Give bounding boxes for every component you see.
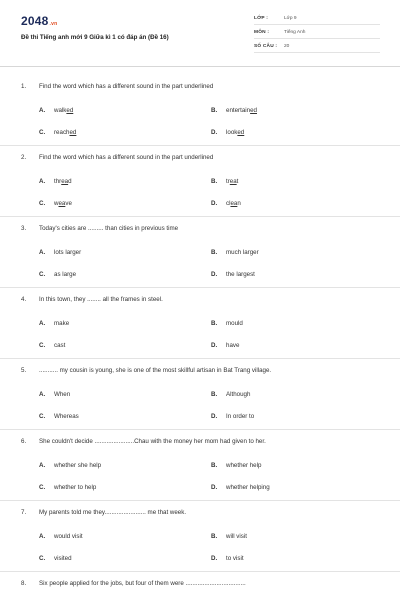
option-text: Although <box>226 391 251 398</box>
option-letter: C. <box>39 413 46 420</box>
option-text: much larger <box>226 249 259 256</box>
header-divider <box>0 66 400 67</box>
option-text: would visit <box>54 533 83 540</box>
option-text: whether helping <box>226 484 270 491</box>
question-prompt: Today's cities are ......... than cities in previous time <box>39 225 179 232</box>
option-letter: D. <box>211 200 218 207</box>
option-text-suffix: n <box>237 200 241 207</box>
question-number: 6. <box>21 438 27 445</box>
option-text: look <box>226 129 238 136</box>
option-letter: C. <box>39 484 46 491</box>
option-letter: A. <box>39 320 46 327</box>
option-letter: B. <box>211 107 218 114</box>
option-text: cl <box>226 200 231 207</box>
option-text: Whereas <box>54 413 79 420</box>
question-separator <box>0 500 400 501</box>
logo-tld: .vn <box>49 21 58 27</box>
option-letter: A. <box>39 533 46 540</box>
answer-option[interactable] <box>211 129 244 136</box>
question-number: 1. <box>21 83 27 90</box>
option-text: reach <box>54 129 70 136</box>
option-text: When <box>54 391 71 398</box>
option-letter: B. <box>211 320 218 327</box>
meta-key: SỐ CÂU : <box>254 44 278 49</box>
question-number: 4. <box>21 296 27 303</box>
option-underlined-part: ea <box>230 200 238 207</box>
meta-value: Lớp 9 <box>284 16 297 21</box>
answer-option[interactable] <box>39 413 79 420</box>
option-letter: B. <box>211 462 218 469</box>
question-number: 8. <box>21 580 27 587</box>
option-letter: C. <box>39 271 46 278</box>
option-letter: C. <box>39 555 46 562</box>
option-text: lots larger <box>54 249 82 256</box>
answer-option[interactable] <box>39 555 72 562</box>
option-text: walk <box>54 107 67 114</box>
answer-option[interactable] <box>211 533 247 540</box>
question-text <box>21 154 213 161</box>
option-text-suffix: ve <box>65 200 72 207</box>
question-text <box>21 367 271 374</box>
option-letter: C. <box>39 129 46 136</box>
option-text: the largest <box>226 271 255 278</box>
option-text: mould <box>226 320 243 327</box>
question-prompt: ........... my cousin is young, she is one of the most skillful artisan in Bat Trang village. <box>39 367 272 374</box>
option-letter: A. <box>39 107 46 114</box>
answer-option[interactable] <box>211 271 255 278</box>
question-text <box>21 509 186 516</box>
answer-option[interactable] <box>39 107 73 114</box>
option-letter: A. <box>39 462 46 469</box>
option-text: visited <box>54 555 72 562</box>
question-separator <box>0 571 400 572</box>
question-text <box>21 83 213 90</box>
answer-option[interactable] <box>211 107 257 114</box>
question-prompt: My parents told me they........................ me that week. <box>39 509 187 516</box>
option-text: thr <box>54 178 62 185</box>
option-text: w <box>54 200 59 207</box>
question-text <box>21 580 246 587</box>
question-prompt: Six people applied for the jobs, but four of them were ................................... <box>39 580 246 587</box>
option-letter: A. <box>39 391 46 398</box>
answer-option[interactable] <box>211 200 241 207</box>
exam-header <box>0 0 400 66</box>
answer-option[interactable] <box>39 462 101 469</box>
option-text: whether to help <box>54 484 97 491</box>
option-letter: D. <box>211 129 218 136</box>
option-letter: D. <box>211 271 218 278</box>
question-number: 3. <box>21 225 27 232</box>
question-separator <box>0 429 400 430</box>
option-text: will visit <box>226 533 247 540</box>
option-text: entertain <box>226 107 251 114</box>
option-text: cast <box>54 342 66 349</box>
option-text: to visit <box>226 555 244 562</box>
question-prompt: In this town, they ........ all the frames in steel. <box>39 296 163 303</box>
option-letter: D. <box>211 342 218 349</box>
option-letter: A. <box>39 178 46 185</box>
option-text: as large <box>54 271 77 278</box>
question-number: 2. <box>21 154 27 161</box>
option-letter: C. <box>39 342 46 349</box>
question-text <box>21 438 266 445</box>
option-underlined-part: ea <box>58 200 66 207</box>
answer-option[interactable] <box>211 342 239 349</box>
logo-main: 2048 <box>21 14 49 28</box>
option-underlined-part: ed <box>250 107 257 114</box>
answer-option[interactable] <box>39 200 72 207</box>
answer-option[interactable] <box>39 484 96 491</box>
option-letter: B. <box>211 391 218 398</box>
question-prompt: Find the word which has a different sound in the part underlined <box>39 83 214 90</box>
question-text <box>21 225 178 232</box>
answer-option[interactable] <box>39 320 69 327</box>
answer-option[interactable] <box>211 391 250 398</box>
meta-row-count <box>254 41 380 53</box>
answer-option[interactable] <box>211 555 244 562</box>
answer-option[interactable] <box>39 533 83 540</box>
meta-value: 20 <box>284 44 290 49</box>
option-text-suffix: t <box>236 178 239 185</box>
meta-row-subject <box>254 27 380 39</box>
answer-option[interactable] <box>211 484 270 491</box>
meta-row-class <box>254 13 380 25</box>
answer-option[interactable] <box>39 342 65 349</box>
question-number: 5. <box>21 367 27 374</box>
answer-option[interactable] <box>39 178 72 185</box>
option-text: make <box>54 320 70 327</box>
question-separator <box>0 287 400 288</box>
option-letter: B. <box>211 533 218 540</box>
answer-option[interactable] <box>39 129 76 136</box>
answer-option[interactable] <box>211 462 261 469</box>
option-text: whether help <box>226 462 262 469</box>
option-text: tr <box>226 178 230 185</box>
option-underlined-part: ed <box>66 107 74 114</box>
option-text: have <box>226 342 240 349</box>
option-letter: C. <box>39 200 46 207</box>
option-text-suffix: d <box>68 178 72 185</box>
option-letter: B. <box>211 178 218 185</box>
meta-key: MÔN : <box>254 30 270 35</box>
meta-value: Tiếng Anh <box>284 30 306 35</box>
answer-option[interactable] <box>211 178 238 185</box>
answer-option[interactable] <box>211 320 243 327</box>
option-letter: A. <box>39 249 46 256</box>
question-separator <box>0 216 400 217</box>
option-letter: D. <box>211 484 218 491</box>
option-underlined-part: ea <box>61 178 69 185</box>
question-prompt: Find the word which has a different sound in the part underlined <box>39 154 214 161</box>
answer-option[interactable] <box>39 391 70 398</box>
answer-option[interactable] <box>211 413 254 420</box>
option-letter: D. <box>211 555 218 562</box>
site-logo[interactable] <box>21 14 57 28</box>
option-underlined-part: ed <box>69 129 77 136</box>
option-text: In order to <box>226 413 255 420</box>
question-separator <box>0 145 400 146</box>
answer-option[interactable] <box>39 249 81 256</box>
option-letter: B. <box>211 249 218 256</box>
option-underlined-part: ed <box>237 129 245 136</box>
answer-option[interactable] <box>39 271 76 278</box>
question-separator <box>0 358 400 359</box>
option-underlined-part: ea <box>229 178 237 185</box>
answer-option[interactable] <box>211 249 259 256</box>
option-letter: D. <box>211 413 218 420</box>
option-text: whether she help <box>54 462 102 469</box>
question-prompt: She couldn't decide .......................Chau with the money her mom had given to her. <box>39 438 266 445</box>
question-number: 7. <box>21 509 27 516</box>
exam-title: Đề thi Tiếng anh mới 9 Giữa kì 1 có đáp án (Đề 16) <box>21 34 169 41</box>
meta-key: LỚP : <box>254 16 269 21</box>
question-text <box>21 296 163 303</box>
